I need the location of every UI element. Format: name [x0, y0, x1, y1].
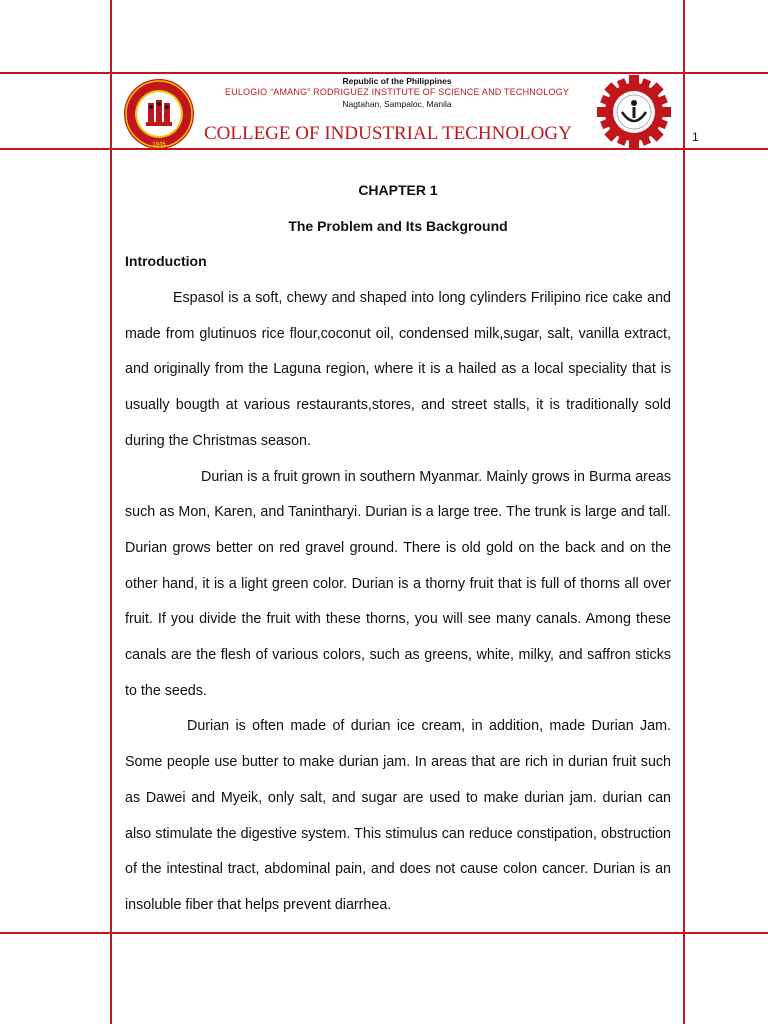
right-margin-border — [683, 0, 685, 1024]
chapter-heading: CHAPTER 1 — [358, 182, 438, 198]
page-number: 1 — [692, 130, 699, 144]
chapter-title: The Problem and Its Background — [288, 218, 508, 234]
document-body — [125, 178, 671, 924]
republic-label: Republic of the Philippines — [342, 76, 452, 86]
left-margin-border — [110, 0, 112, 1024]
section-heading: Introduction — [125, 253, 207, 269]
college-gear-logo — [596, 74, 672, 150]
college-name: COLLEGE OF INDUSTRIAL TECHNOLOGY — [204, 123, 572, 144]
seal-year: 1945 — [152, 142, 166, 148]
paragraph: Durian is a fruit grown in southern Myanmar. Mainly grows in Burma areas such as Mon, Karen, and Tanintharyi. Durian is a large tree. The trunk is large and tall. Durian grows better on red gravel ground. There is old gold on the back and on the other hand, it is a light green color. Durian is a thorny fruit that is full of thorns all over fruit. If you divide the fruit with these thorns, you will see many canals. Among these canals are the flesh of various colors, such as greens, white, milky, and saffron sticks to the seeds. — [125, 468, 671, 699]
footer-border — [0, 932, 768, 934]
paragraph: Durian is often made of durian ice cream, in addition, made Durian Jam. Some people use butter to make durian jam. In areas that are rich in durian fruit such as Dawei and Myeik, only salt, and sugar are used to make durian jam. durian can also stimulate the digestive system. This stimulus can reduce constipation, obstruction of the intestinal tract, abdominal pain, and does not cause colon cancer. Durian is an insoluble fiber that helps prevent diarrhea. — [125, 718, 671, 913]
paragraph: Espasol is a soft, chewy and shaped into long cylinders Frilipino rice cake and made from glutinuos rice flour,coconut oil, condensed milk,sugar, salt, vanilla extract, and originally from the Laguna region, where it is a hailed as a local speciality that is usually bougth at various restaurants,stores, and street stalls, it is traditionally sold during the Christmas season. — [125, 290, 671, 449]
institute-name: EULOGIO “AMANG” RODRIGUEZ INSTITUTE OF SCIENCE AND TECHNOLOGY — [224, 87, 570, 97]
institute-address: Nagtahan, Sampaloc, Manila — [342, 99, 452, 109]
